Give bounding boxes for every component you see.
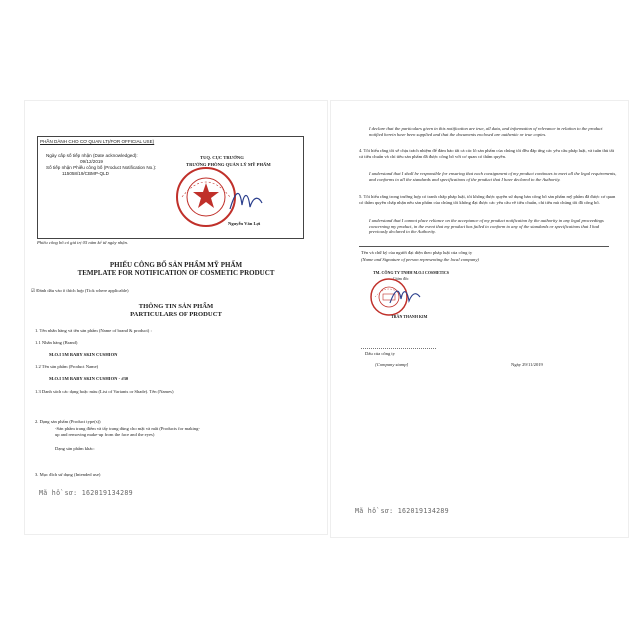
signer-name: Nguyễn Văn Lợi: [228, 221, 261, 226]
item-1-2: 1.2 Tên sản phẩm (Product Name): [35, 364, 99, 369]
signer-title-2: TRƯỞNG PHÒNG QUẢN LÝ MỸ PHẨM: [186, 162, 271, 167]
item-1: 1. Tên nhãn hàng và tên sản phẩm (Name of brand & product) :: [35, 328, 152, 333]
section-title-en: PARTICULARS OF PRODUCT: [130, 311, 222, 318]
company-header: TM. CÔNG TY TNHH M.O.I COSMETICS: [373, 270, 449, 275]
item-2: 2. Dạng sản phẩm (Product type(s)): [35, 419, 101, 424]
stamp-line: [361, 348, 436, 349]
receipt-no-label: Số tiếp nhận Phiếu công bố (Product Notification No.):: [46, 165, 157, 170]
director: Giám đốc: [393, 276, 409, 281]
signer-name: TRẦN THANH KIM: [391, 314, 428, 319]
item-2-line-2: up and removing make-up from the face and the eyes): [55, 432, 155, 437]
file-number: Mã hồ sơ: 162019134289: [39, 489, 133, 497]
company-stamp-label-vi: Dấu của công ty: [365, 351, 395, 356]
section-title-vi: THÔNG TIN SẢN PHẨM: [138, 303, 214, 310]
item-5-en: I understand that I cannot place reliance on the acceptance of my product notification by the authority in any legal proceedings concerning my product, in the event that my product has failed to conform to any of the standards or specifications that I had previously declared to the Authority.: [369, 218, 604, 235]
sign-label-en: (Name and Signature of person representing the local company): [361, 257, 479, 262]
validity-note: Phiếu công bố có giá trị 05 năm kể từ ngày nhận.: [37, 240, 129, 245]
left-page: [25, 101, 327, 534]
item-4-vi: 4. Tôi hiểu rằng tôi sẽ chịu trách nhiệm để đảm bảo tất cả các lô sản phẩm của chúng tôi đều đáp ứng các yêu cầu pháp luật, và tuân thủ tất cả tiêu chuẩn và chỉ tiêu sản phẩm đã được công bố với cơ quan có thẩm quyền.: [359, 148, 614, 159]
item-1-3: 1.3 Danh sách các dạng hoặc màu (List of Variants or Shade). Tên (Names): [35, 389, 174, 394]
item-1-1: 1.1 Nhãn hàng (Brand): [35, 340, 78, 345]
company-stamp-label-en: [Company stamp]: [375, 362, 409, 367]
right-page: [331, 101, 628, 537]
signature-icon: [387, 283, 423, 309]
product-value: M.O.I 5M BABY SKIN CUSHION - #30: [49, 376, 129, 381]
ack-date-label: Ngày cấp số tiếp nhận (Date acknowledged):: [46, 153, 138, 158]
date: Ngày 29/11/2019: [511, 362, 543, 367]
receipt-no-value: 115058/19/CBMP-QLD: [62, 171, 109, 176]
divider: [359, 246, 609, 247]
item-4-en: I understand that I shall be responsible for ensuring that each consignment of my product continues to meet all the legal requirements, and conforms to all the standards and specifications of the product that I have declared to the Authority.: [369, 171, 617, 182]
item-5-vi: 5. Tôi hiểu rằng trong trường hợp có tranh chấp pháp luật, tôi không được quyền sử dụng bản công bố sản phẩm mỹ phẩm đã được cơ quan có thẩm quyền chấp nhận nếu sản phẩm của chúng tôi không đạt được các yêu cầu về tiêu chuẩn, chỉ tiêu mà chúng tôi đã công bố.: [359, 194, 616, 205]
ack-date-value: 09/12/2019: [80, 159, 103, 164]
signer-title-1: TUQ. CỤC TRƯỞNG: [200, 155, 244, 160]
official-use-box: [37, 136, 304, 239]
title-en: TEMPLATE FOR NOTIFICATION OF COSMETIC PRODUCT: [77, 269, 275, 277]
item-2-other: Dạng sản phẩm khác:: [55, 446, 95, 451]
file-number: Mã hồ sơ: 162019134289: [355, 507, 449, 515]
official-use-label: PHẦN DÀNH CHO CƠ QUAN LTỊ/FOR OFFICIAL USE): [40, 139, 155, 144]
sign-label-vi: Tên và chữ ký của người đại diện theo pháp luật của công ty: [361, 250, 473, 255]
item-2-line-1: -Sản phẩm trang điểm và tẩy trang dùng cho mặt và mắt (Products for making-: [55, 426, 200, 431]
declaration-1: I declare that the particulars given in this notification are true, all data, and information of relevance in relation to the product notified herein have been supplied and that the documents enclosed are authentic or true copies.: [369, 126, 603, 137]
brand-value: M.O.I 5M BABY SKIN CUSHION: [49, 352, 118, 357]
signature-icon: [226, 185, 266, 215]
title-vi: PHIẾU CÔNG BỐ SẢN PHẨM MỸ PHẨM: [109, 261, 243, 269]
item-3: 3. Mục đích sử dụng (Intended use): [35, 472, 101, 477]
tick-note: ☑ Đánh dấu vào ô thích hợp (Tick where applicable): [31, 288, 129, 293]
